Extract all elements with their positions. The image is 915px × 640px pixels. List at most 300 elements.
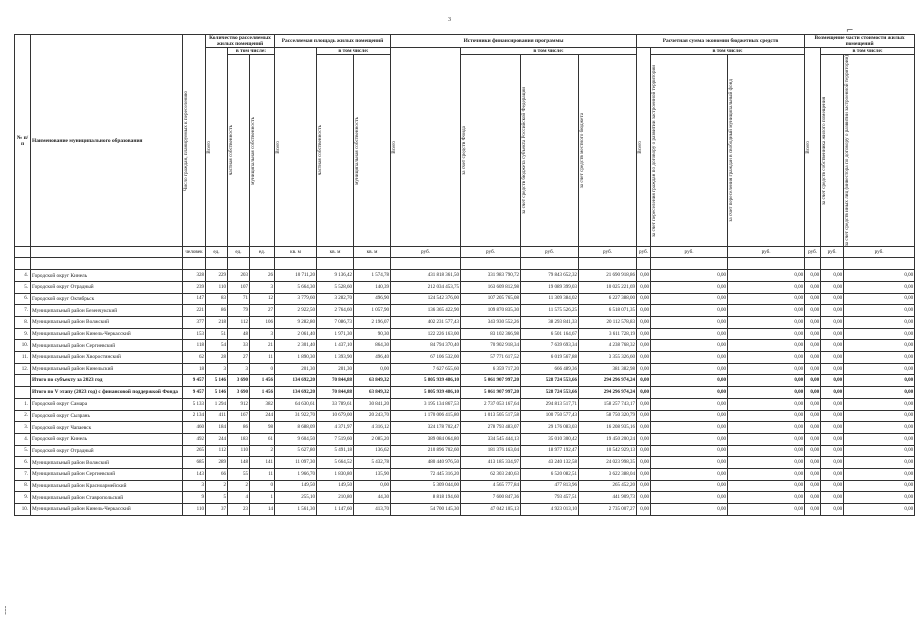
- municipality-name: Муниципальный район Волжский: [31, 457, 183, 469]
- area-municipal: муниципальная собственность: [354, 116, 361, 185]
- table-cell: 0,00: [637, 305, 651, 317]
- table-cell: 2 737 053 167,64: [461, 398, 521, 410]
- total-row: [15, 387, 915, 399]
- table-cell: 136 365 422,90: [391, 305, 461, 317]
- table-cell: 244: [206, 433, 228, 445]
- unit-cell: руб.: [637, 247, 651, 258]
- table-cell: 5 491,18: [317, 445, 354, 457]
- table-cell: 0,00: [728, 340, 805, 352]
- blank-cell: [728, 258, 805, 270]
- table-cell: 7 639 693,34: [521, 340, 579, 352]
- municipality-name: Муниципальный район Волжский: [31, 317, 183, 329]
- table-cell: 0,00: [805, 468, 821, 480]
- row-number: 1.: [15, 398, 31, 410]
- table-cell: 4 371,97: [317, 422, 354, 434]
- table-row: [15, 492, 915, 504]
- table-cell: 5 146: [206, 387, 228, 399]
- table-cell: 3 690: [228, 387, 250, 399]
- blank-cell: [15, 258, 31, 270]
- table-cell: 6 518 071,35: [579, 305, 637, 317]
- table-cell: 30 841,20: [354, 398, 391, 410]
- table-cell: 0,00: [844, 410, 915, 422]
- blank-cell: [461, 258, 521, 270]
- table-cell: 334 545 444,13: [461, 433, 521, 445]
- header-estimated-group: Расчетная сумма экономии бюджетных средств: [637, 35, 805, 48]
- table-cell: 86: [228, 422, 250, 434]
- table-cell: 10 542 929,13: [579, 445, 637, 457]
- blank-cell: [521, 258, 579, 270]
- table-cell: 0,00: [637, 457, 651, 469]
- table-cell: 70 844,88: [317, 375, 354, 387]
- table-cell: 48: [228, 328, 250, 340]
- table-cell: 0,00: [844, 375, 915, 387]
- table-row: [15, 433, 915, 445]
- table-cell: 0,00: [821, 468, 844, 480]
- table-cell: 0,00: [805, 375, 821, 387]
- table-row: [15, 293, 915, 305]
- table-cell: 0,00: [637, 352, 651, 364]
- table-cell: 0,00: [728, 317, 805, 329]
- table-cell: 7 519,60: [317, 433, 354, 445]
- table-cell: 0,00: [844, 305, 915, 317]
- table-cell: 2 085,20: [354, 433, 391, 445]
- table-cell: 0,00: [821, 270, 844, 282]
- table-cell: 98: [250, 422, 275, 434]
- municipality-name: Городской округ Кинель: [31, 433, 183, 445]
- table-cell: 100 750 577,43: [521, 410, 579, 422]
- table-cell: 0,00: [805, 492, 821, 504]
- table-cell: 107: [228, 281, 250, 293]
- blank-cell: [391, 258, 461, 270]
- table-cell: 0,00: [805, 504, 821, 516]
- table-cell: 3 622 388,04: [579, 468, 637, 480]
- table-cell: 9: [183, 492, 206, 504]
- table-cell: 140,39: [354, 281, 391, 293]
- table-cell: 5 061 907 997,20: [461, 375, 521, 387]
- blank-cell: [651, 258, 728, 270]
- header-people: Число граждан, планируемых к переселению: [183, 90, 189, 191]
- table-cell: 441 909,73: [579, 492, 637, 504]
- table-cell: 0,00: [637, 492, 651, 504]
- table-cell: 0,00: [821, 340, 844, 352]
- scan-mark-icon: ⌐: [846, 26, 854, 36]
- row-number: 9.: [15, 328, 31, 340]
- table-cell: 4 238 768,32: [579, 340, 637, 352]
- table-cell: 5 805 939 486,10: [391, 387, 461, 399]
- table-cell: 1 294: [206, 398, 228, 410]
- table-cell: 239: [183, 281, 206, 293]
- header-count-group: Количество расселяемых жилых помещений: [206, 35, 275, 48]
- table-cell: 58 750 320,79: [579, 410, 637, 422]
- table-cell: 1 456: [250, 387, 275, 399]
- row-number: 10.: [15, 340, 31, 352]
- table-cell: 201,30: [275, 363, 317, 375]
- table-row: [15, 410, 915, 422]
- table-cell: 18: [183, 363, 206, 375]
- table-cell: 110: [183, 504, 206, 516]
- table-cell: 5 664,30: [275, 281, 317, 293]
- table-cell: 5 805 939 486,10: [391, 375, 461, 387]
- table-cell: 3: [228, 363, 250, 375]
- unit-cell: человек: [183, 247, 206, 258]
- table-cell: 3: [206, 363, 228, 375]
- table-cell: 0,00: [844, 281, 915, 293]
- table-cell: 1 437,10: [317, 340, 354, 352]
- table-cell: 9 457: [183, 375, 206, 387]
- table-cell: 19 450 200,24: [579, 433, 637, 445]
- table-cell: 38 293 841,33: [521, 317, 579, 329]
- table-row: [15, 305, 915, 317]
- units-row: [15, 247, 915, 258]
- table-cell: 10 025 221,69: [579, 281, 637, 293]
- table-cell: 7 627 655,60: [391, 363, 461, 375]
- table-cell: 90,30: [354, 328, 391, 340]
- table-cell: 0,00: [805, 398, 821, 410]
- municipality-name: Муниципальный район Кинель-Черкасский: [31, 504, 183, 516]
- table-cell: 2: [206, 480, 228, 492]
- table-cell: 0,00: [637, 363, 651, 375]
- table-cell: 0,00: [728, 480, 805, 492]
- table-cell: 79 843 652,32: [521, 270, 579, 282]
- table-cell: 11 309 384,02: [521, 293, 579, 305]
- table-cell: 110: [206, 281, 228, 293]
- table-cell: 86: [206, 305, 228, 317]
- count-in-that: в том числе:: [228, 48, 275, 55]
- unit-cell: ед.: [228, 247, 250, 258]
- table-cell: 0,00: [844, 422, 915, 434]
- table-cell: 0,00: [651, 468, 728, 480]
- table-cell: 0,00: [651, 410, 728, 422]
- row-number: 2.: [15, 410, 31, 422]
- table-cell: 0,00: [805, 480, 821, 492]
- table-cell: 112: [228, 317, 250, 329]
- table-cell: 153: [183, 328, 206, 340]
- table-cell: 6 359 717,20: [461, 363, 521, 375]
- municipality-name: Муниципальный район Сергиевский: [31, 468, 183, 480]
- row-number: 7.: [15, 305, 31, 317]
- table-cell: 67 106 532,00: [391, 352, 461, 364]
- row-number: 5.: [15, 281, 31, 293]
- table-row: [15, 352, 915, 364]
- table-cell: 23: [228, 504, 250, 516]
- table-cell: 0,00: [728, 281, 805, 293]
- table-cell: 0,00: [637, 293, 651, 305]
- table-cell: 1 456: [250, 375, 275, 387]
- row-number: [15, 387, 31, 399]
- table-cell: 460: [183, 422, 206, 434]
- table-cell: 57 771 617,52: [461, 352, 521, 364]
- table-cell: 294 813 517,71: [521, 398, 579, 410]
- table-cell: 480 440 976,50: [391, 457, 461, 469]
- table-cell: 210,80: [317, 492, 354, 504]
- table-cell: 0,00: [844, 457, 915, 469]
- table-cell: 255,10: [275, 492, 317, 504]
- table-cell: 0,00: [821, 363, 844, 375]
- municipality-name: Муниципальный район Сергиевский: [31, 340, 183, 352]
- table-cell: 184: [206, 422, 228, 434]
- table-cell: 3: [250, 281, 275, 293]
- table-cell: 5 627,80: [275, 445, 317, 457]
- table-cell: 203: [228, 270, 250, 282]
- table-cell: 1: [250, 492, 275, 504]
- row-number: 7.: [15, 468, 31, 480]
- table-cell: 492: [183, 433, 206, 445]
- table-cell: 35 010 300,42: [521, 433, 579, 445]
- blank-cell: [821, 258, 844, 270]
- table-cell: 149,50: [317, 480, 354, 492]
- table-cell: 0,00: [651, 433, 728, 445]
- table-cell: 0,00: [728, 293, 805, 305]
- header-sources-group: Источники финансирования программы: [391, 35, 637, 48]
- table-cell: 0,00: [821, 293, 844, 305]
- table-cell: 149,50: [275, 480, 317, 492]
- row-number: 5.: [15, 445, 31, 457]
- table-cell: 229: [206, 270, 228, 282]
- unit-cell: руб.: [521, 247, 579, 258]
- table-cell: 70 902 918,34: [461, 340, 521, 352]
- table-cell: 181 376 163,04: [461, 445, 521, 457]
- table-cell: 0,00: [637, 480, 651, 492]
- table-cell: 70 844,88: [317, 387, 354, 399]
- blank-cell: [250, 258, 275, 270]
- table-row: [15, 281, 915, 293]
- unit-cell: руб.: [579, 247, 637, 258]
- table-cell: 0,00: [821, 410, 844, 422]
- table-cell: 0,00: [821, 433, 844, 445]
- units-cell-empty: [31, 247, 183, 258]
- table-cell: 377: [183, 317, 206, 329]
- table-cell: 148: [228, 457, 250, 469]
- municipality-name: Городской округ Сызрань: [31, 410, 183, 422]
- header-no: № п/п: [15, 35, 31, 247]
- table-cell: 6 520 082,51: [521, 468, 579, 480]
- row-number: [15, 375, 31, 387]
- table-cell: 3 282,70: [317, 293, 354, 305]
- municipality-name: Городской округ Чапаевск: [31, 422, 183, 434]
- table-cell: 1 013 505 517,58: [461, 410, 521, 422]
- table-cell: 0,00: [805, 317, 821, 329]
- table-cell: 84 794 370,40: [391, 340, 461, 352]
- table-cell: 0,00: [821, 504, 844, 516]
- table-cell: 79: [228, 305, 250, 317]
- table-cell: 158 257 743,17: [579, 398, 637, 410]
- table-cell: 0,00: [637, 317, 651, 329]
- table-cell: 0,00: [844, 468, 915, 480]
- table-cell: 4 316,12: [354, 422, 391, 434]
- table-cell: 413 185 334,97: [461, 457, 521, 469]
- table-cell: 0,00: [821, 422, 844, 434]
- table-cell: 0,00: [821, 317, 844, 329]
- table-cell: 0,00: [637, 387, 651, 399]
- table-cell: 6 501 164,67: [521, 328, 579, 340]
- table-cell: 864,30: [354, 340, 391, 352]
- table-cell: 0,00: [651, 293, 728, 305]
- page-number: 3: [448, 17, 451, 23]
- table-cell: 26: [250, 270, 275, 282]
- table-cell: 0,00: [354, 480, 391, 492]
- table-cell: 0,00: [805, 293, 821, 305]
- table-row: [15, 422, 915, 434]
- table-cell: 382: [250, 398, 275, 410]
- table-cell: 0,00: [651, 317, 728, 329]
- table-cell: 0,00: [844, 270, 915, 282]
- municipality-name: Итого по субъекту за 2023 год: [31, 375, 183, 387]
- table-cell: 3 779,60: [275, 293, 317, 305]
- municipality-name: Муниципальный район Красноармейский: [31, 480, 183, 492]
- table-cell: 0,00: [805, 340, 821, 352]
- table-cell: 1 971,30: [317, 328, 354, 340]
- unit-cell: руб.: [728, 247, 805, 258]
- blank-row: [15, 258, 915, 270]
- table-cell: 9 136,42: [317, 270, 354, 282]
- row-number: 4.: [15, 270, 31, 282]
- table-cell: 0,00: [821, 480, 844, 492]
- row-number: 6.: [15, 457, 31, 469]
- table-cell: 33 789,61: [317, 398, 354, 410]
- table-row: [15, 317, 915, 329]
- table-cell: 9 604,50: [275, 433, 317, 445]
- table-cell: 210 896 702,60: [391, 445, 461, 457]
- row-number: 4.: [15, 433, 31, 445]
- refund-in-that: в том числе:: [821, 48, 915, 55]
- table-cell: 183: [228, 433, 250, 445]
- table-cell: 118: [183, 340, 206, 352]
- table-cell: 3 195 134 867,53: [391, 398, 461, 410]
- table-cell: 0,00: [637, 468, 651, 480]
- table-row: [15, 457, 915, 469]
- count-municipal: муниципальная собственность: [250, 116, 256, 185]
- table-cell: 6 227 388,00: [579, 293, 637, 305]
- unit-cell: руб.: [651, 247, 728, 258]
- table-cell: 0,00: [728, 363, 805, 375]
- table-cell: 912: [228, 398, 250, 410]
- table-row: [15, 504, 915, 516]
- table-cell: 134 692,20: [275, 387, 317, 399]
- table-cell: 0,00: [651, 492, 728, 504]
- table-cell: 1 393,90: [317, 352, 354, 364]
- table-cell: 0,00: [805, 328, 821, 340]
- table-cell: 1 561,30: [275, 504, 317, 516]
- municipality-name: Городской округ Самара: [31, 398, 183, 410]
- table-cell: 64 630,61: [275, 398, 317, 410]
- table-cell: 0,00: [844, 340, 915, 352]
- table-cell: 16 208 935,16: [579, 422, 637, 434]
- table-cell: 0: [250, 363, 275, 375]
- table-cell: 0,00: [637, 340, 651, 352]
- table-cell: 122 226 163,00: [391, 328, 461, 340]
- blank-cell: [579, 258, 637, 270]
- blank-cell: [206, 258, 228, 270]
- blank-cell: [844, 258, 915, 270]
- table-cell: 0,00: [651, 422, 728, 434]
- table-cell: 2 134: [183, 410, 206, 422]
- table-cell: 109 870 835,30: [461, 305, 521, 317]
- table-cell: 141: [250, 457, 275, 469]
- count-private: частная собственность: [228, 125, 234, 176]
- table-cell: 31 922,70: [275, 410, 317, 422]
- table-cell: 163 609 812,98: [461, 281, 521, 293]
- table-cell: 83 102 366,98: [461, 328, 521, 340]
- table-row: [15, 480, 915, 492]
- table-cell: 2 764,60: [317, 305, 354, 317]
- table-cell: 0,00: [844, 328, 915, 340]
- table-cell: 0,00: [844, 387, 915, 399]
- area-private: частная собственность: [317, 125, 324, 176]
- area-total: Всего: [275, 140, 282, 154]
- table-cell: 28: [206, 352, 228, 364]
- table-row: [15, 398, 915, 410]
- table-cell: 124 542 376,00: [391, 293, 461, 305]
- table-cell: 402 231 577,43: [391, 317, 461, 329]
- table-cell: 20 243,70: [354, 410, 391, 422]
- table-cell: 477 813,96: [521, 480, 579, 492]
- table-cell: 413,70: [354, 504, 391, 516]
- table-cell: 33: [228, 340, 250, 352]
- table-cell: 328: [183, 270, 206, 282]
- table-cell: 143: [183, 468, 206, 480]
- table-cell: 0,00: [651, 328, 728, 340]
- table-cell: 2: [250, 445, 275, 457]
- table-row: [15, 363, 915, 375]
- table-cell: 2: [228, 480, 250, 492]
- table-cell: 221: [183, 305, 206, 317]
- table-cell: 0,00: [651, 270, 728, 282]
- sources-total: Всего: [391, 140, 398, 154]
- row-number: 9.: [15, 492, 31, 504]
- table-cell: 19 089 399,03: [521, 281, 579, 293]
- table-cell: 61: [250, 433, 275, 445]
- total-row: [15, 375, 915, 387]
- table-cell: 71: [228, 293, 250, 305]
- estimated-development: за счет переселения граждан по договору о развитии застроенной территории: [651, 64, 658, 237]
- estimated-total: Всего: [637, 140, 644, 154]
- table-cell: 218: [206, 317, 228, 329]
- table-cell: 37: [206, 504, 228, 516]
- blank-cell: [275, 258, 317, 270]
- blank-cell: [228, 258, 250, 270]
- table-cell: 0,00: [728, 433, 805, 445]
- table-cell: 134 692,20: [275, 375, 317, 387]
- table-cell: 0,00: [651, 480, 728, 492]
- blank-cell: [31, 258, 183, 270]
- table-cell: 0,00: [728, 387, 805, 399]
- header-name: Наименование муниципального образования: [31, 35, 183, 247]
- blank-cell: [354, 258, 391, 270]
- table-cell: 0,00: [821, 328, 844, 340]
- table-cell: 63 849,32: [354, 387, 391, 399]
- municipality-name: Муниципальный район Кинельский: [31, 363, 183, 375]
- table-cell: 0,00: [651, 305, 728, 317]
- table-cell: 0,00: [728, 422, 805, 434]
- table-cell: 6 019 567,88: [521, 352, 579, 364]
- table-cell: 11 575 526,25: [521, 305, 579, 317]
- table-cell: 2 196,07: [354, 317, 391, 329]
- table-cell: 0: [250, 480, 275, 492]
- table-cell: 2 061,40: [275, 328, 317, 340]
- refund-investor: за счет средств иных лиц (инвестора по договору о развитии застроенной территории): [844, 55, 851, 247]
- unit-cell: руб.: [461, 247, 521, 258]
- table-cell: 0,00: [651, 363, 728, 375]
- table-cell: 51: [206, 328, 228, 340]
- table-cell: 289: [206, 457, 228, 469]
- table-cell: 1 830,80: [317, 468, 354, 480]
- refund-owner: за счет средств собственника жилого помещения: [821, 96, 828, 205]
- table-cell: 54 700 145,30: [391, 504, 461, 516]
- table-cell: 0,00: [805, 410, 821, 422]
- table-cell: 0,00: [844, 445, 915, 457]
- table-cell: 244: [250, 410, 275, 422]
- table-cell: 0,00: [637, 422, 651, 434]
